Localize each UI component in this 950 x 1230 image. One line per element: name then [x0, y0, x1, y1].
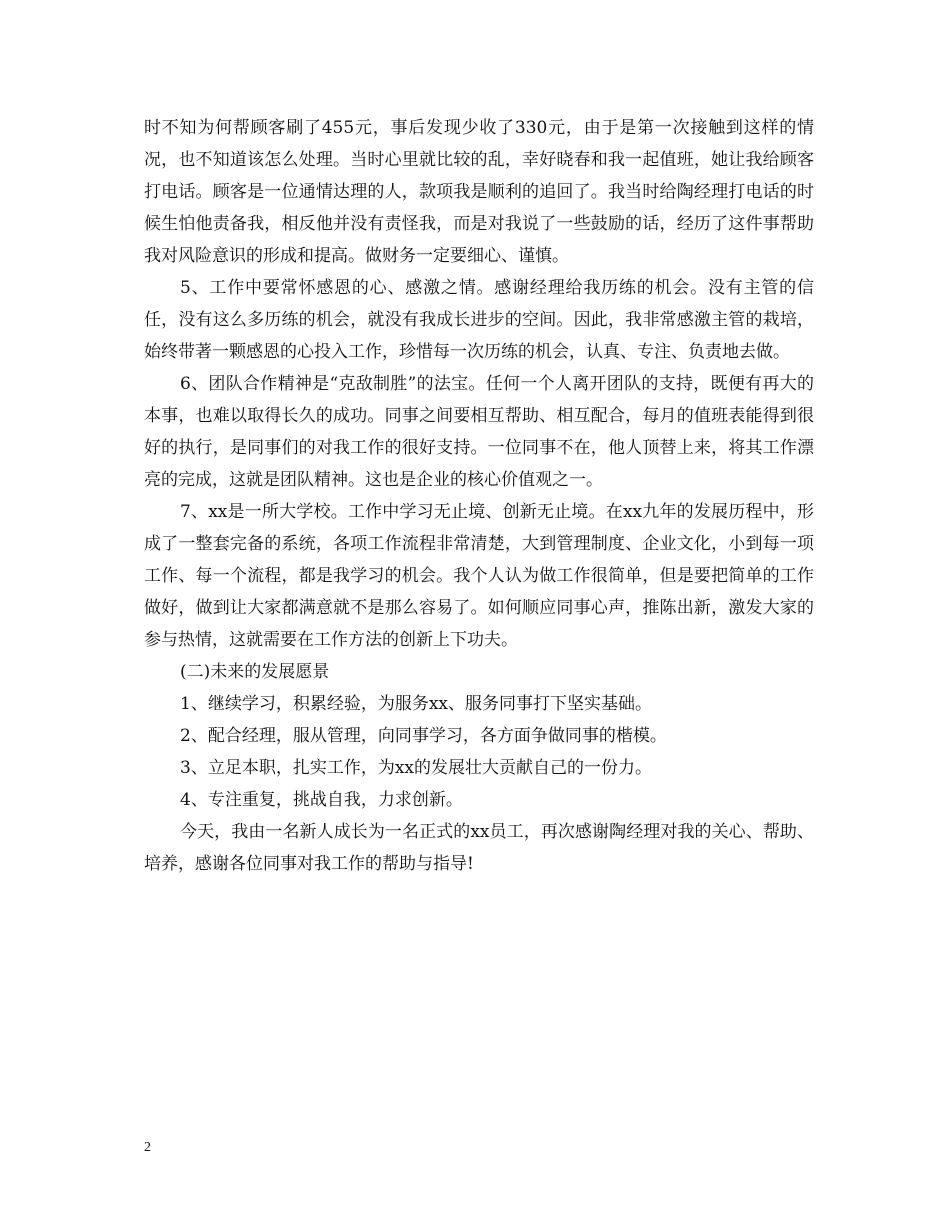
paragraph-4: 7、xx是一所大学校。工作中学习无止境、创新无止境。在xx九年的发展历程中，形成了一整套完备的系统，各项工作流程非常清楚，大到管理制度、企业文化，小到每一项工作、每一个流程，都是我学习的机会。我个人认为做工作很简单，但是要把简单的工作做好，做到让大家都满意就不是那么容易了。如何顺应同事心声，推陈出新，激发大家的参与热情，这就需要在工作方法的创新上下功夫。	[144, 502, 814, 650]
list-item-4: 4、专注重复，挑战自我，力求创新。	[180, 790, 463, 810]
list-item-2: 2、配合经理，服从管理，向同事学习，各方面争做同事的楷模。	[180, 726, 667, 746]
paragraph-3: 6、团队合作精神是“克敌制胜”的法宝。任何一个人离开团队的支持，既便有再大的本事，也难以取得长久的成功。同事之间要相互帮助、相互配合，每月的值班表能得到很好的执行，是同事们的对我工作的很好支持。一位同事不在，他人顶替上来，将其工作漂亮的完成，这就是团队精神。这也是企业的核心价值观之一。	[144, 374, 814, 490]
closing-paragraph: 今天，我由一名新人成长为一名正式的xx员工，再次感谢陶经理对我的关心、帮助、培养，感谢各位同事对我工作的帮助与指导!	[144, 822, 814, 874]
document-body	[144, 112, 814, 880]
paragraph-1: 时不知为何帮顾客刷了455元，事后发现少收了330元，由于是第一次接触到这样的情况，也不知道该怎么处理。当时心里就比较的乱，幸好晓春和我一起值班，她让我给顾客打电话。顾客是一位通情达理的人，款项我是顺利的追回了。我当时给陶经理打电话的时候生怕他责备我，相反他并没有责怪我，而是对我说了一些鼓励的话，经历了这件事帮助我对风险意识的形成和提高。做财务一定要细心、谨慎。	[144, 118, 814, 266]
list-item-3: 3、立足本职，扎实工作，为xx的发展壮大贡献自己的一份力。	[180, 758, 652, 778]
list-item-1: 1、继续学习，积累经验，为服务xx、服务同事打下坚实基础。	[180, 694, 652, 714]
section-heading: (二)未来的发展愿景	[180, 662, 330, 682]
page-number: 2	[144, 1140, 151, 1155]
paragraph-2: 5、工作中要常怀感恩的心、感激之情。感谢经理给我历练的机会。没有主管的信任，没有这么多历练的机会，就没有我成长进步的空间。因此，我非常感激主管的栽培，始终带著一颗感恩的心投入工作，珍惜每一次历练的机会，认真、专注、负责地去做。	[144, 278, 814, 362]
